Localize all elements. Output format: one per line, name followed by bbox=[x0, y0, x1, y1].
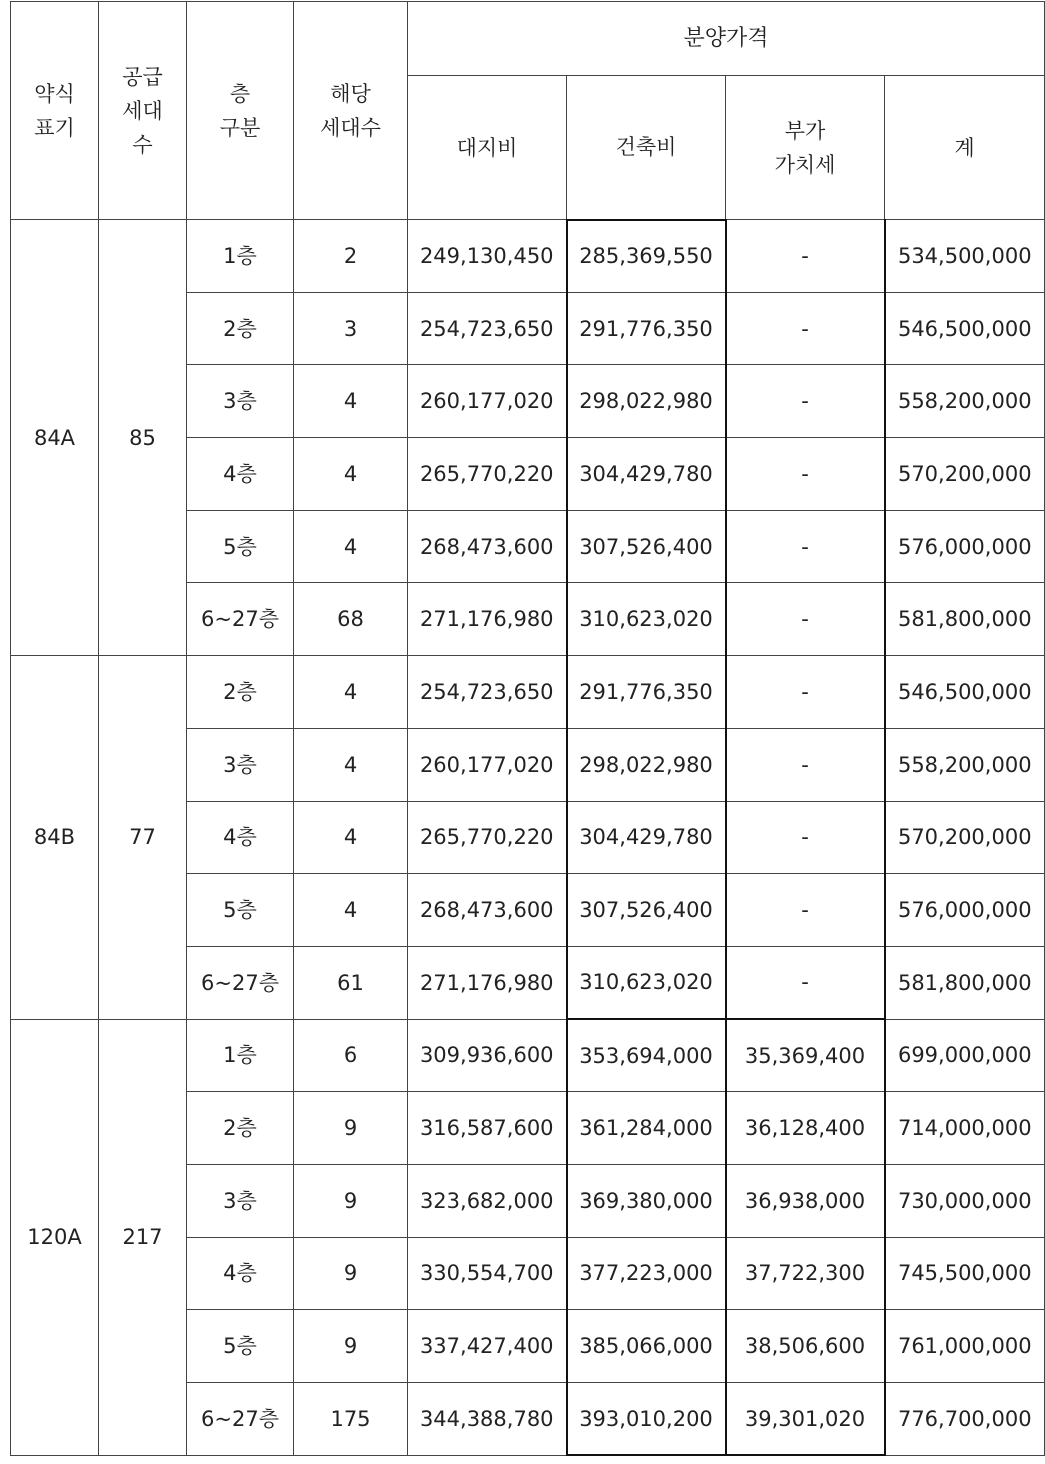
building-cost-cell: 310,623,020 bbox=[567, 946, 726, 1019]
land-cost-cell: 271,176,980 bbox=[408, 583, 567, 656]
total-price-cell: 581,800,000 bbox=[885, 946, 1045, 1019]
units-cell: 4 bbox=[294, 656, 408, 729]
building-cost-cell: 291,776,350 bbox=[567, 292, 726, 365]
building-cost-cell: 377,223,000 bbox=[567, 1237, 726, 1310]
vat-cell: - bbox=[726, 728, 885, 801]
total-price-cell: 570,200,000 bbox=[885, 438, 1045, 511]
units-cell: 9 bbox=[294, 1092, 408, 1165]
land-cost-cell: 271,176,980 bbox=[408, 946, 567, 1019]
vat-cell: 36,128,400 bbox=[726, 1092, 885, 1165]
total-price-cell: 576,000,000 bbox=[885, 510, 1045, 583]
floor-cell: 2층 bbox=[187, 656, 294, 729]
land-cost-cell: 265,770,220 bbox=[408, 438, 567, 511]
units-cell: 61 bbox=[294, 946, 408, 1019]
table-body bbox=[11, 220, 1045, 1456]
supply-units-cell: 85 bbox=[99, 220, 187, 656]
model-cell: 84A bbox=[11, 220, 99, 656]
building-cost-cell: 353,694,000 bbox=[567, 1019, 726, 1092]
building-cost-cell: 298,022,980 bbox=[567, 728, 726, 801]
units-cell: 2 bbox=[294, 220, 408, 293]
header-total: 계 bbox=[885, 76, 1045, 220]
floor-cell: 6~27층 bbox=[187, 1383, 294, 1456]
header-building: 건축비 bbox=[567, 76, 726, 220]
vat-cell: 36,938,000 bbox=[726, 1164, 885, 1237]
header-supply-units: 공급 세대 수 bbox=[99, 2, 187, 220]
total-price-cell: 570,200,000 bbox=[885, 801, 1045, 874]
supply-units-cell: 77 bbox=[99, 656, 187, 1019]
total-price-cell: 546,500,000 bbox=[885, 656, 1045, 729]
land-cost-cell: 260,177,020 bbox=[408, 728, 567, 801]
units-cell: 9 bbox=[294, 1164, 408, 1237]
vat-cell: - bbox=[726, 874, 885, 947]
header-units: 해당 세대수 bbox=[294, 2, 408, 220]
supply-units-cell: 217 bbox=[99, 1019, 187, 1455]
floor-cell: 3층 bbox=[187, 365, 294, 438]
land-cost-cell: 265,770,220 bbox=[408, 801, 567, 874]
land-cost-cell: 268,473,600 bbox=[408, 874, 567, 947]
header-price-group: 분양가격 bbox=[408, 2, 1045, 76]
land-cost-cell: 323,682,000 bbox=[408, 1164, 567, 1237]
building-cost-cell: 285,369,550 bbox=[567, 220, 726, 293]
land-cost-cell: 309,936,600 bbox=[408, 1019, 567, 1092]
total-price-cell: 699,000,000 bbox=[885, 1019, 1045, 1092]
units-cell: 175 bbox=[294, 1383, 408, 1456]
vat-cell: - bbox=[726, 438, 885, 511]
units-cell: 6 bbox=[294, 1019, 408, 1092]
building-cost-cell: 298,022,980 bbox=[567, 365, 726, 438]
units-cell: 4 bbox=[294, 365, 408, 438]
land-cost-cell: 254,723,650 bbox=[408, 656, 567, 729]
units-cell: 4 bbox=[294, 801, 408, 874]
building-cost-cell: 393,010,200 bbox=[567, 1383, 726, 1456]
vat-cell: - bbox=[726, 510, 885, 583]
building-cost-cell: 369,380,000 bbox=[567, 1164, 726, 1237]
total-price-cell: 761,000,000 bbox=[885, 1310, 1045, 1383]
total-price-cell: 714,000,000 bbox=[885, 1092, 1045, 1165]
header-land: 대지비 bbox=[408, 76, 567, 220]
building-cost-cell: 304,429,780 bbox=[567, 801, 726, 874]
building-cost-cell: 307,526,400 bbox=[567, 510, 726, 583]
floor-cell: 5층 bbox=[187, 1310, 294, 1383]
building-cost-cell: 361,284,000 bbox=[567, 1092, 726, 1165]
vat-cell: 38,506,600 bbox=[726, 1310, 885, 1383]
vat-cell: 37,722,300 bbox=[726, 1237, 885, 1310]
building-cost-cell: 307,526,400 bbox=[567, 874, 726, 947]
model-cell: 84B bbox=[11, 656, 99, 1019]
building-cost-cell: 304,429,780 bbox=[567, 438, 726, 511]
floor-cell: 4층 bbox=[187, 801, 294, 874]
building-cost-cell: 310,623,020 bbox=[567, 583, 726, 656]
units-cell: 9 bbox=[294, 1237, 408, 1310]
units-cell: 4 bbox=[294, 874, 408, 947]
floor-cell: 4층 bbox=[187, 1237, 294, 1310]
total-price-cell: 558,200,000 bbox=[885, 365, 1045, 438]
building-cost-cell: 385,066,000 bbox=[567, 1310, 726, 1383]
land-cost-cell: 316,587,600 bbox=[408, 1092, 567, 1165]
floor-cell: 6~27층 bbox=[187, 946, 294, 1019]
model-cell: 120A bbox=[11, 1019, 99, 1455]
vat-cell: - bbox=[726, 220, 885, 293]
land-cost-cell: 344,388,780 bbox=[408, 1383, 567, 1456]
land-cost-cell: 254,723,650 bbox=[408, 292, 567, 365]
units-cell: 4 bbox=[294, 728, 408, 801]
land-cost-cell: 260,177,020 bbox=[408, 365, 567, 438]
header-vat: 부가 가치세 bbox=[726, 76, 885, 220]
floor-cell: 3층 bbox=[187, 1164, 294, 1237]
total-price-cell: 730,000,000 bbox=[885, 1164, 1045, 1237]
vat-cell: - bbox=[726, 365, 885, 438]
land-cost-cell: 337,427,400 bbox=[408, 1310, 567, 1383]
vat-cell: - bbox=[726, 583, 885, 656]
price-table bbox=[10, 1, 1045, 1456]
total-price-cell: 776,700,000 bbox=[885, 1383, 1045, 1456]
header-row-1 bbox=[11, 2, 1045, 76]
vat-cell: 39,301,020 bbox=[726, 1383, 885, 1456]
table-row bbox=[11, 656, 1045, 729]
units-cell: 68 bbox=[294, 583, 408, 656]
total-price-cell: 546,500,000 bbox=[885, 292, 1045, 365]
units-cell: 4 bbox=[294, 510, 408, 583]
header-model: 약식 표기 bbox=[11, 2, 99, 220]
units-cell: 4 bbox=[294, 438, 408, 511]
land-cost-cell: 330,554,700 bbox=[408, 1237, 567, 1310]
header-floor-group: 층 구분 bbox=[187, 2, 294, 220]
floor-cell: 5층 bbox=[187, 874, 294, 947]
total-price-cell: 745,500,000 bbox=[885, 1237, 1045, 1310]
floor-cell: 3층 bbox=[187, 728, 294, 801]
units-cell: 3 bbox=[294, 292, 408, 365]
vat-cell: - bbox=[726, 292, 885, 365]
floor-cell: 2층 bbox=[187, 1092, 294, 1165]
land-cost-cell: 268,473,600 bbox=[408, 510, 567, 583]
floor-cell: 5층 bbox=[187, 510, 294, 583]
vat-cell: - bbox=[726, 801, 885, 874]
vat-cell: - bbox=[726, 656, 885, 729]
total-price-cell: 558,200,000 bbox=[885, 728, 1045, 801]
vat-cell: 35,369,400 bbox=[726, 1019, 885, 1092]
table-row bbox=[11, 220, 1045, 293]
floor-cell: 2층 bbox=[187, 292, 294, 365]
total-price-cell: 576,000,000 bbox=[885, 874, 1045, 947]
total-price-cell: 581,800,000 bbox=[885, 583, 1045, 656]
floor-cell: 1층 bbox=[187, 1019, 294, 1092]
land-cost-cell: 249,130,450 bbox=[408, 220, 567, 293]
total-price-cell: 534,500,000 bbox=[885, 220, 1045, 293]
table-row bbox=[11, 1019, 1045, 1092]
vat-cell: - bbox=[726, 946, 885, 1019]
floor-cell: 6~27층 bbox=[187, 583, 294, 656]
floor-cell: 4층 bbox=[187, 438, 294, 511]
units-cell: 9 bbox=[294, 1310, 408, 1383]
building-cost-cell: 291,776,350 bbox=[567, 656, 726, 729]
floor-cell: 1층 bbox=[187, 220, 294, 293]
